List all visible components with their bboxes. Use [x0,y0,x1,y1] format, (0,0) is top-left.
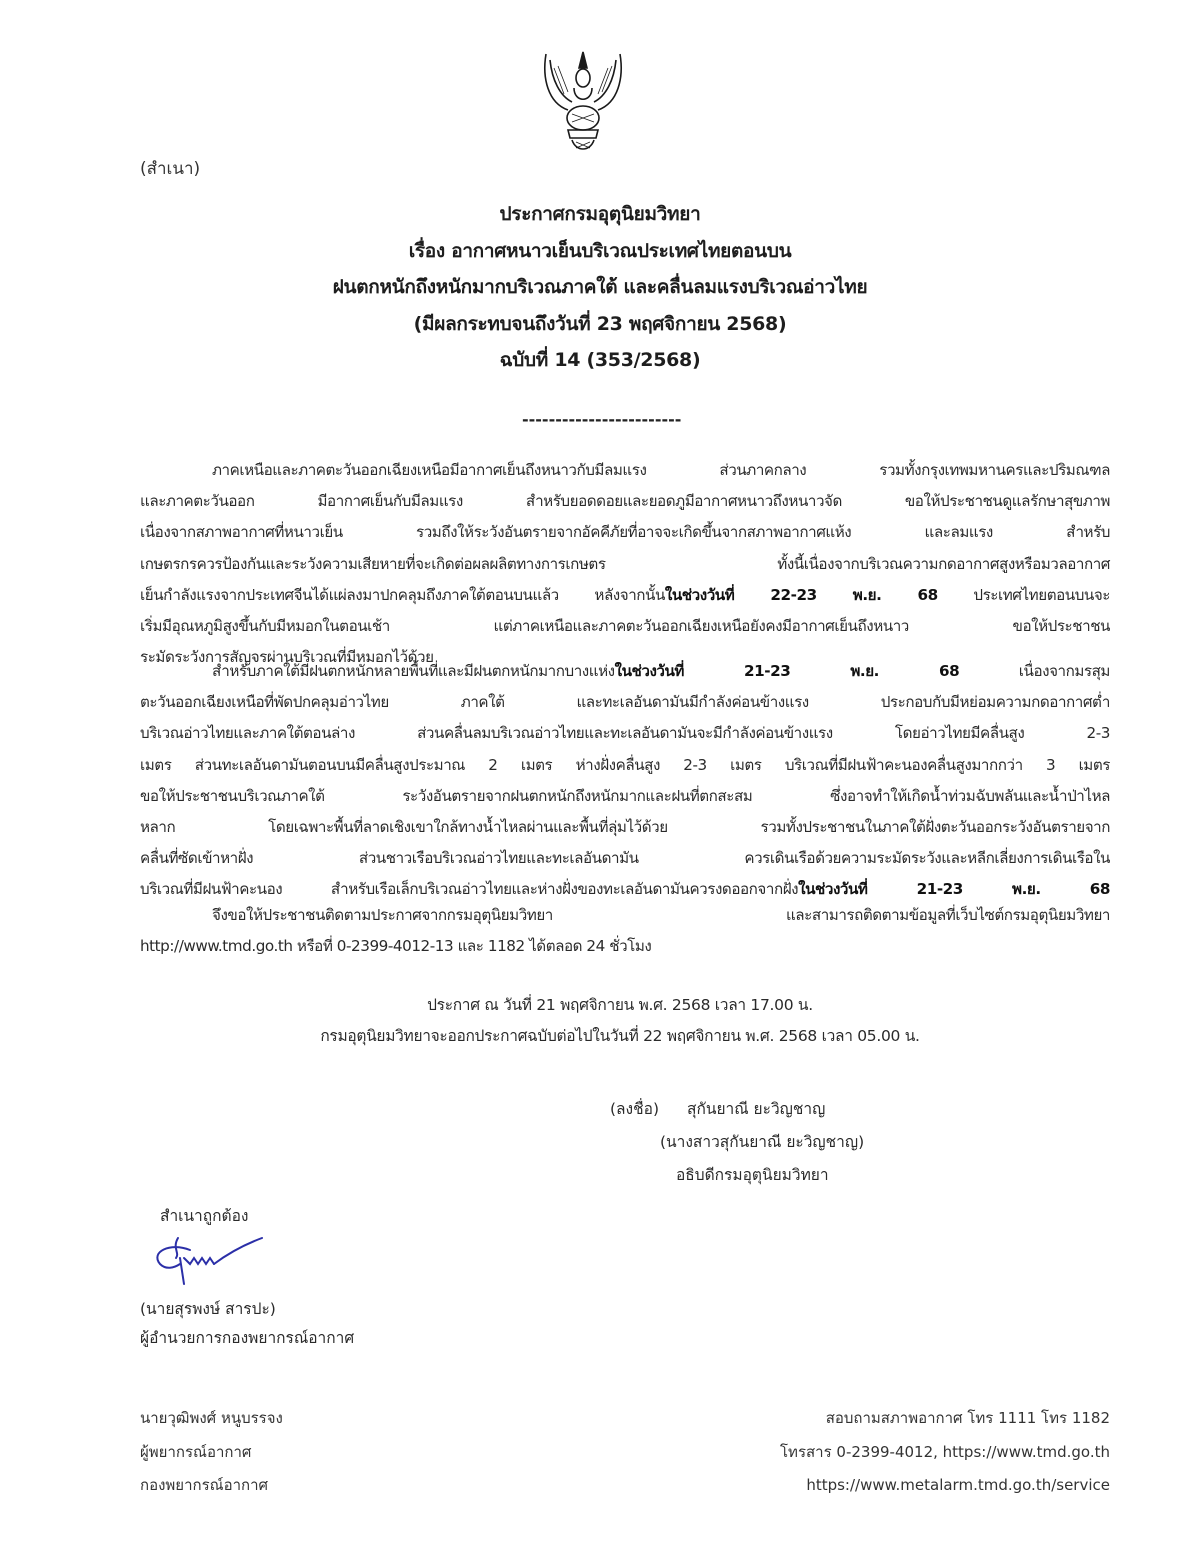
text-line [140,580,1110,611]
date-range-highlight: ในช่วงวันที่ 21-23 พ.ย. 68 [614,662,960,680]
signatory-full-name: (นางสาวสุกันยาณี ยะวิญชาญ) [660,1133,865,1151]
paragraph-southern-rain [140,656,1110,906]
date-range-highlight: ในช่วงวันที่ 22-23 พ.ย. 68 [664,585,938,604]
signatory-position: อธิบดีกรมอุตุนิยมวิทยา [676,1166,829,1184]
text-line [140,656,1110,687]
text-fragment: เนื่องจากมรสุม [959,662,1110,680]
forecaster-division: กองพยากรณ์อากาศ [140,1476,269,1494]
text-fragment: สำหรับภาคใต้มีฝนตกหนักหลายพื้นที่และมีฝนตกหนักมากบางแห่ง [212,662,615,680]
text-line: ตะวันออกเฉียงเหนือที่พัดปกคลุมอ่าวไทย ภาคใต้ และทะเลอันดามันมีกำลังค่อนข้างแรง ประกอบกับมีหย่อมความกดอากาศต่ำ [140,693,1110,712]
contact-block [780,1402,1110,1503]
paragraph-follow-updates [140,900,1110,962]
service-url: https://www.metalarm.tmd.go.th/service [806,1476,1110,1494]
announcement-block [0,990,1200,1052]
issued-datetime: ประกาศ ณ วันที่ 21 พฤศจิกายน พ.ศ. 2568 เวลา 17.00 น. [427,996,813,1014]
fax-website: โทรสาร 0-2399-4012, https://www.tmd.go.th [780,1442,1110,1461]
certified-copy-label: สำเนาถูกต้อง [160,1207,249,1225]
divider: ------------------------ [522,410,682,429]
next-issue-datetime: กรมอุตุนิยมวิทยาจะออกประกาศฉบับต่อไปในวันที่ 22 พฤศจิกายน พ.ศ. 2568 เวลา 05.00 น. [320,1027,920,1045]
text-fragment: บริเวณที่มีฝนฟ้าคะนอง สำหรับเรือเล็กบริเวณอ่าวไทยและห่างฝั่งของทะเลอันดามันควรงดออกจากฝั่ง [140,880,799,899]
heading-subject: เรื่อง อากาศหนาวเย็นบริเวณประเทศไทยตอนบน [408,239,792,262]
text-line: ภาคเหนือและภาคตะวันออกเฉียงเหนือมีอากาศเย็นถึงหนาวกับมีลมแรง ส่วนภาคกลาง รวมทั้งกรุงเทพมหานครและปริมณฑล [212,461,1110,479]
text-line: ระมัดระวังการสัญจรผ่านบริเวณที่มีหมอกไว้ด้วย [140,648,434,667]
heading-subject-2: ฝนตกหนักถึงหนักมากบริเวณภาคใต้ และคลื่นลมแรงบริเวณอ่าวไทย [332,276,868,298]
forecaster-block [140,1402,283,1503]
garuda-emblem-icon [538,48,628,158]
text-line: จึงขอให้ประชาชนติดตามประกาศจากกรมอุตุนิยมวิทยา และสามารถติดตามข้อมูลที่เว็บไซต์กรมอุตุนิยมวิทยา [212,906,1110,924]
date-range-highlight: ในช่วงวันที่ 21-23 พ.ย. 68 [798,880,1111,899]
paragraph-cold-weather [140,455,1110,673]
text-line: บริเวณอ่าวไทยและภาคใต้ตอนล่าง ส่วนคลื่นลมบริเวณอ่าวไทยและทะเลอันดามันจะมีกำลังค่อนข้างแรง โดยอ่าวไทยมีคลื่นสูง 2-3 [140,724,1110,743]
forecaster-name: นายวุฒิพงศ์ หนูบรรจง [140,1409,283,1427]
certifier-block [140,1295,354,1353]
text-line: เนื่องจากสภาพอากาศที่หนาวเย็น รวมถึงให้ระวังอันตรายจากอัคคีภัยที่อาจจะเกิดขึ้นจากสภาพอากาศแห้ง และลมแรง สำหรับ [140,523,1110,542]
text-line: หลาก โดยเฉพาะพื้นที่ลาดเชิงเขาใกล้ทางน้ำไหลผ่านและพื้นที่ลุ่มไว้ด้วย รวมทั้งประชาชนในภาคใต้ฝั่งตะวันออกระวังอันตรายจาก [140,818,1110,837]
handwritten-signature-icon [150,1228,270,1288]
contact-line: http://www.tmd.go.th หรือที่ 0-2399-4012-13 และ 1182 ได้ตลอด 24 ชั่วโมง [140,937,652,956]
copy-mark: (สำเนา) [140,159,201,179]
signed-row [610,1093,1010,1126]
text-line: ขอให้ประชาชนบริเวณภาคใต้ ระวังอันตรายจากฝนตกหนักถึงหนักมากและฝนที่ตกสะสม ซึ่งอาจทำให้เกิดน้ำท่วมฉับพลันและน้ำป่าไหล [140,786,1110,805]
certifier-position: ผู้อำนวยการกองพยากรณ์อากาศ [140,1329,355,1347]
signed-label: (ลงชื่อ) [610,1100,659,1118]
certifier-name: (นายสุรพงษ์ สารปะ) [140,1300,276,1318]
text-fragment: เย็นกำลังแรงจากประเทศจีนได้แผ่ลงมาปกคลุมถึงภาคใต้ตอนบนแล้ว หลังจากนั้น [140,585,665,604]
text-line: และภาคตะวันออก มีอากาศเย็นกับมีลมแรง สำหรับยอดดอยและยอดภูมีอากาศหนาวถึงหนาวจัด ขอให้ประชาชนดูแลรักษาสุขภาพ [140,492,1110,511]
text-line: เกษตรกรควรป้องกันและระวังความเสียหายที่จะเกิดต่อผลผลิตทางการเกษตร ทั้งนี้เนื่องจากบริเวณความกดอากาศสูงหรือมวลอากาศ [140,554,1110,573]
text-line: เริ่มมีอุณหภูมิสูงขึ้นกับมีหมอกในตอนเช้า แต่ภาคเหนือและภาคตะวันออกเฉียงเหนือยังคงมีอากาศเย็นถึงหนาว ขอให้ประชาชน [140,617,1110,636]
forecaster-position: ผู้พยากรณ์อากาศ [140,1442,252,1461]
text-fragment: ประเทศไทยตอนบนจะ [937,585,1110,604]
text-line: เมตร ส่วนทะเลอันดามันตอนบนมีคลื่นสูงประมาณ 2 เมตร ห่างฝั่งคลื่นสูง 2-3 เมตร บริเวณที่มีฝนฟ้าคะนองคลื่นสูงมากกว่า 3 เมตร [140,755,1110,774]
text-line: คลื่นที่ซัดเข้าหาฝั่ง ส่วนชาวเรือบริเวณอ่าวไทยและทะเลอันดามัน ควรเดินเรือด้วยความระมัดระวังและหลีกเลี่ยงการเดินเรือใน [140,849,1110,868]
heading-agency: ประกาศกรมอุตุนิยมวิทยา [499,203,701,225]
heading-effective-date: (มีผลกระทบจนถึงวันที่ 23 พฤศจิกายน 2568) [413,312,787,335]
heading-issue-number: ฉบับที่ 14 (353/2568) [499,349,701,371]
weather-hotline: สอบถามสภาพอากาศ โทร 1111 โทร 1182 [825,1409,1110,1427]
signed-name: สุกันยาณี ยะวิญชาญ [687,1100,826,1118]
document-heading [0,196,1200,379]
